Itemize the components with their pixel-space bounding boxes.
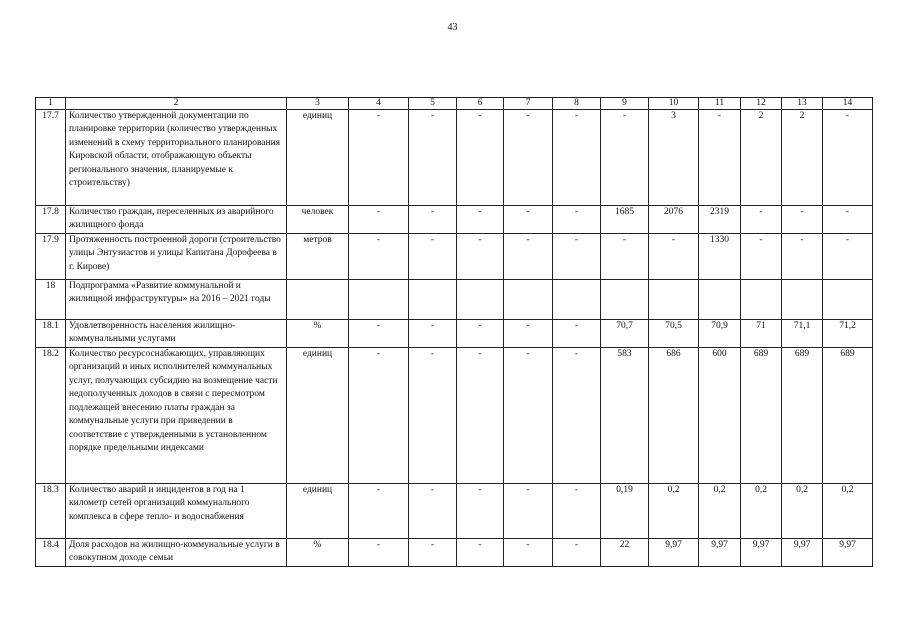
value-cell: - <box>553 206 601 234</box>
value-cell: 2 <box>741 110 782 206</box>
value-cell: - <box>553 538 601 566</box>
column-header: 14 <box>823 98 873 110</box>
value-cell: - <box>504 233 553 279</box>
value-cell: - <box>504 347 553 483</box>
value-cell: 1685 <box>601 206 649 234</box>
value-cell: - <box>349 206 409 234</box>
row-number: 17.8 <box>36 206 66 234</box>
unit-cell: % <box>287 538 349 566</box>
row-number: 18.1 <box>36 319 66 347</box>
column-header: 11 <box>699 98 741 110</box>
value-cell: - <box>349 347 409 483</box>
indicator-name: Удовлетворенность населения жилищно-коммунальными услугами <box>66 319 287 347</box>
unit-cell: единиц <box>287 347 349 483</box>
indicator-table <box>35 97 873 567</box>
value-cell: - <box>504 206 553 234</box>
unit-cell: единиц <box>287 110 349 206</box>
value-cell <box>553 279 601 319</box>
value-cell: 70,9 <box>699 319 741 347</box>
value-cell: 0,19 <box>601 483 649 538</box>
value-cell <box>504 279 553 319</box>
value-cell: - <box>601 110 649 206</box>
value-cell: - <box>409 319 457 347</box>
value-cell: - <box>782 233 823 279</box>
row-number: 18.3 <box>36 483 66 538</box>
value-cell: 9,97 <box>741 538 782 566</box>
value-cell: - <box>649 233 699 279</box>
value-cell: 70,5 <box>649 319 699 347</box>
column-header: 2 <box>66 98 287 110</box>
value-cell: 2 <box>782 110 823 206</box>
column-header: 4 <box>349 98 409 110</box>
value-cell: 0,2 <box>699 483 741 538</box>
value-cell <box>349 279 409 319</box>
value-cell: - <box>409 206 457 234</box>
value-cell: 9,97 <box>699 538 741 566</box>
value-cell: - <box>504 319 553 347</box>
table-row <box>36 347 873 483</box>
value-cell: 71,2 <box>823 319 873 347</box>
value-cell: - <box>741 206 782 234</box>
value-cell: - <box>823 110 873 206</box>
value-cell <box>782 279 823 319</box>
value-cell: 0,2 <box>649 483 699 538</box>
column-header: 6 <box>457 98 504 110</box>
value-cell: - <box>349 538 409 566</box>
value-cell: 9,97 <box>823 538 873 566</box>
value-cell: - <box>457 206 504 234</box>
value-cell: 1330 <box>699 233 741 279</box>
value-cell: - <box>457 110 504 206</box>
value-cell <box>409 279 457 319</box>
value-cell: - <box>553 347 601 483</box>
value-cell: - <box>349 483 409 538</box>
value-cell: 71,1 <box>782 319 823 347</box>
value-cell <box>649 279 699 319</box>
column-header: 5 <box>409 98 457 110</box>
value-cell: - <box>823 206 873 234</box>
value-cell: 22 <box>601 538 649 566</box>
column-header: 8 <box>553 98 601 110</box>
value-cell: 689 <box>741 347 782 483</box>
value-cell: - <box>349 110 409 206</box>
page-number: 43 <box>447 22 458 33</box>
table-row <box>36 279 873 319</box>
value-cell: - <box>553 483 601 538</box>
value-cell: - <box>699 110 741 206</box>
row-number: 17.7 <box>36 110 66 206</box>
value-cell: 2076 <box>649 206 699 234</box>
table-row <box>36 206 873 234</box>
table-row <box>36 483 873 538</box>
value-cell: 689 <box>823 347 873 483</box>
value-cell: - <box>457 483 504 538</box>
value-cell: - <box>409 347 457 483</box>
column-header: 9 <box>601 98 649 110</box>
unit-cell: человек <box>287 206 349 234</box>
row-number: 17.9 <box>36 233 66 279</box>
unit-cell <box>287 279 349 319</box>
value-cell: - <box>457 347 504 483</box>
value-cell: - <box>823 233 873 279</box>
value-cell: - <box>409 233 457 279</box>
row-number: 18.4 <box>36 538 66 566</box>
value-cell <box>823 279 873 319</box>
row-number: 18 <box>36 279 66 319</box>
value-cell: - <box>457 233 504 279</box>
column-header: 1 <box>36 98 66 110</box>
value-cell: - <box>349 319 409 347</box>
value-cell: - <box>741 233 782 279</box>
table-row <box>36 538 873 566</box>
indicator-name: Доля расходов на жилищно-коммунальные услуги в совокупном доходе семьи <box>66 538 287 566</box>
value-cell <box>457 279 504 319</box>
table-row <box>36 110 873 206</box>
value-cell: - <box>457 319 504 347</box>
value-cell: - <box>504 483 553 538</box>
column-header: 3 <box>287 98 349 110</box>
value-cell: - <box>409 483 457 538</box>
indicator-name: Количество граждан, переселенных из аварийного жилищного фонда <box>66 206 287 234</box>
value-cell: - <box>553 319 601 347</box>
value-cell: 71 <box>741 319 782 347</box>
value-cell: 0,2 <box>782 483 823 538</box>
column-header: 12 <box>741 98 782 110</box>
value-cell <box>699 279 741 319</box>
header-row <box>36 98 873 110</box>
column-header: 7 <box>504 98 553 110</box>
indicator-name: Протяженность построенной дороги (строительство улицы Энтузиастов и улицы Капитана Дорофеева в г. Кирове) <box>66 233 287 279</box>
value-cell: 686 <box>649 347 699 483</box>
value-cell: 70,7 <box>601 319 649 347</box>
value-cell: - <box>349 233 409 279</box>
unit-cell: % <box>287 319 349 347</box>
value-cell: 583 <box>601 347 649 483</box>
indicator-name: Количество аварий и инцидентов в год на 1 километр сетей организаций коммунального комплекса в сфере тепло- и водоснабжения <box>66 483 287 538</box>
value-cell: - <box>409 110 457 206</box>
value-cell: - <box>553 110 601 206</box>
value-cell: 0,2 <box>823 483 873 538</box>
value-cell: 3 <box>649 110 699 206</box>
table-row <box>36 233 873 279</box>
value-cell: - <box>504 110 553 206</box>
value-cell: 600 <box>699 347 741 483</box>
column-header: 13 <box>782 98 823 110</box>
value-cell: 9,97 <box>649 538 699 566</box>
value-cell: - <box>553 233 601 279</box>
table-row <box>36 319 873 347</box>
column-header: 10 <box>649 98 699 110</box>
indicator-name: Подпрограмма «Развитие коммунальной и жилищной инфраструктуры» на 2016 – 2021 годы <box>66 279 287 319</box>
value-cell: 2319 <box>699 206 741 234</box>
value-cell: 0,2 <box>741 483 782 538</box>
value-cell: - <box>409 538 457 566</box>
value-cell: - <box>504 538 553 566</box>
value-cell: 9,97 <box>782 538 823 566</box>
unit-cell: метров <box>287 233 349 279</box>
value-cell: - <box>782 206 823 234</box>
unit-cell: единиц <box>287 483 349 538</box>
row-number: 18.2 <box>36 347 66 483</box>
value-cell <box>601 279 649 319</box>
value-cell: - <box>457 538 504 566</box>
indicator-name: Количество утвержденной документации по планировке территории (количество утвержденных изменений в схему территориального планирования Кировской области, отображающую объекты регионального значения, планируемые к строительству) <box>66 110 287 206</box>
value-cell: - <box>601 233 649 279</box>
indicator-name: Количество ресурсоснабжающих, управляющих организаций и иных исполнителей коммунальных услуг, получающих субсидию на возмещение части недополученных доходов в связи с пересмотром подлежащей внесению платы граждан за коммунальные услуги при приведении в соответствие с утвержденными в установленном порядке предельными индексами <box>66 347 287 483</box>
value-cell: 689 <box>782 347 823 483</box>
value-cell <box>741 279 782 319</box>
